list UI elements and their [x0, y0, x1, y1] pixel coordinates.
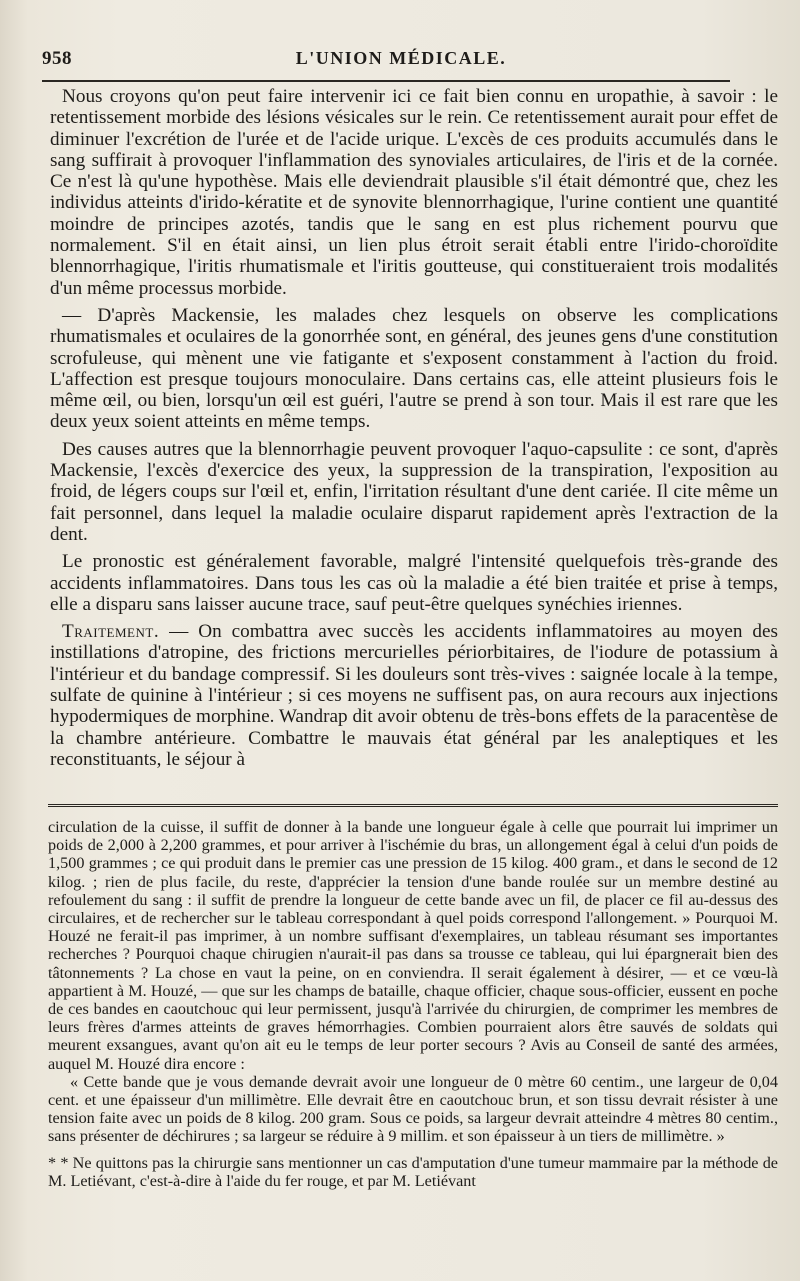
traitement-heading: Traitement.: [62, 621, 160, 643]
header-rule: [42, 80, 730, 82]
page-header: [42, 48, 760, 74]
footnote-paragraph-letievant: * * Ne quittons pas la chirurgie sans mentionner un cas d'amputation d'une tumeur mammaire par la méthode de M. Letiévant, c'est-à-dire à l'aide du fer rouge, et par M. Letiévant: [48, 1153, 778, 1190]
paragraph-causes: Des causes autres que la blennorrhagie peuvent provoquer l'aquo-capsulite : ce sont, d'après Mackensie, l'excès d'exercice des yeux, la suppression de la transpiration, l'exposition au froid, de légers coups sur l'œil et, enfin, l'irritation résultant d'une dent cariée. Il cite même un fait personnel, dans lequel la maladie oculaire disparut rapidement après l'extraction de la dent.: [50, 438, 778, 545]
traitement-text: — On combattra avec succès les accidents inflammatoires au moyen des instillations d'atropine, des frictions mercurielles périorbitaires, de l'iodure de potassium à l'intérieur et du bandage compressif. Si les douleurs sont très-vives : saignée locale à la tempe, sulfate de quinine à l'intérieur ; si ces moyens ne suffisent pas, on aura recours aux injections hypodermiques de morphine. Wandrap dit avoir obtenu de très-bons effets de la paracentèse de la chambre antérieure. Combattre le mauvais état général par les analeptiques et les reconstituants, le séjour à: [50, 621, 778, 770]
paragraph-uropathie: Nous croyons qu'on peut faire intervenir ici ce fait bien connu en uropathie, à savoir : le retentissement morbide des lésions vésicales sur le rein. Ce retentissement aurait pour effet de diminuer l'excrétion de l'urée et de l'acide urique. L'excès de ces produits accumulés dans le sang suffirait à provoquer l'inflammation des synoviales articulaires, de l'iris et de la cornée. Ce n'est là qu'une hypothèse. Mais elle deviendrait plausible s'il était démontré que, chez les individus atteints d'irido-kératite et de synovite blennorrhagique, l'urine contient une quantité moindre de principes azotés, tandis que le sang en est plus richement pourvu que normalement. S'il en était ainsi, un lien plus étroit serait établi entre l'irido-choroïdite blennorrhagique, l'iritis rhumatismale et l'iritis goutteuse, qui constitueraient trois modalités d'un même processus morbide.: [50, 86, 778, 299]
footnote-separator: [48, 804, 778, 807]
footnote-paragraph-houze: circulation de la cuisse, il suffit de donner à la bande une longueur égale à celle que pourrait lui imprimer un poids de 2,000 à 2,200 grammes, et pour arriver à l'ischémie du bras, un allongement égal à celui d'un poids de 1,500 grammes ; ce qui produit dans le premier cas une pression de 15 kilog. 400 gram., et dans le second de 12 kilog. ; rien de plus facile, du reste, d'apprécier la tension d'une bande roulée sur un membre destiné au refoulement du sang : il suffit de prendre la longueur de cette bande avec un fil, de placer ce fil au-dessus des circulaires, et de rechercher sur le tableau correspondant à quel poids correspond l'allongement. » Pourquoi M. Houzé ne ferait-il pas imprimer, à un nombre suffisant d'exemplaires, un tableau résumant ses importantes recherches ? Pourquoi chaque chirugien n'aurait-il pas dans sa trousse ce tableau, qui lui épargnerait bien des tâtonnements ? La chose en vaut la peine, on en conviendra. Il serait également à désirer, — et ce vœu-là appartient à M. Houzé, — que sur les champs de bataille, chaque officier, chaque sous-officier, eussent en poche de ces bandes en caoutchouc qui leur permissent, jusqu'à l'arrivée du chirurgien, de comprimer les membres de leurs frères d'armes atteints de graves hémorrhagies. Combien pourraient alors être sauvés de soldats qui meurent exsangues, avant qu'on ait eu le temps de leur porter secours ? Avis au Conseil de santé des armées, auquel M. Houzé dira encore :: [48, 818, 778, 1073]
paragraph-traitement: [50, 621, 778, 770]
running-title: L'UNION MÉDICALE.: [295, 48, 507, 68]
page-number: 958: [42, 48, 72, 69]
paragraph-mackensie: — D'après Mackensie, les malades chez lesquels on observe les complications rhumatismales et oculaires de la gonorrhée sont, en général, des jeunes gens d'une constitution scrofuleuse, qui mènent une vie fatigante et s'exposent constamment à l'action du froid. L'affection est presque toujours monoculaire. Dans certains cas, elle atteint plusieurs fois le même œil, ou bien, lorsqu'un œil est guéri, l'autre se prend à son tour. Mais il est rare que les deux yeux soient atteints en même temps.: [50, 304, 778, 433]
footnote-block: [48, 818, 778, 1190]
main-text: [50, 86, 778, 776]
paragraph-pronostic: Le pronostic est généralement favorable, malgré l'intensité quelquefois très-grande des accidents inflammatoires. Dans tous les cas où la maladie a été bien traitée et prise à temps, elle a disparu sans laisser aucune trace, sauf peut-être quelques synéchies iriennes.: [50, 551, 778, 615]
footnote-quote-bande: « Cette bande que je vous demande devrait avoir une longueur de 0 mètre 60 centim., une largeur de 0,04 cent. et une épaisseur d'un millimètre. Elle devrait être en caoutchouc brun, et son tissu devrait résister à une tension faite avec un poids de 8 kilog. 200 gram. Sous ce poids, sa largeur devrait atteindre 4 mètres 80 centim., sans présenter de déchirures ; sa largeur se réduire à 9 millim. et son épaisseur à un tiers de millimètre. »: [48, 1072, 778, 1146]
